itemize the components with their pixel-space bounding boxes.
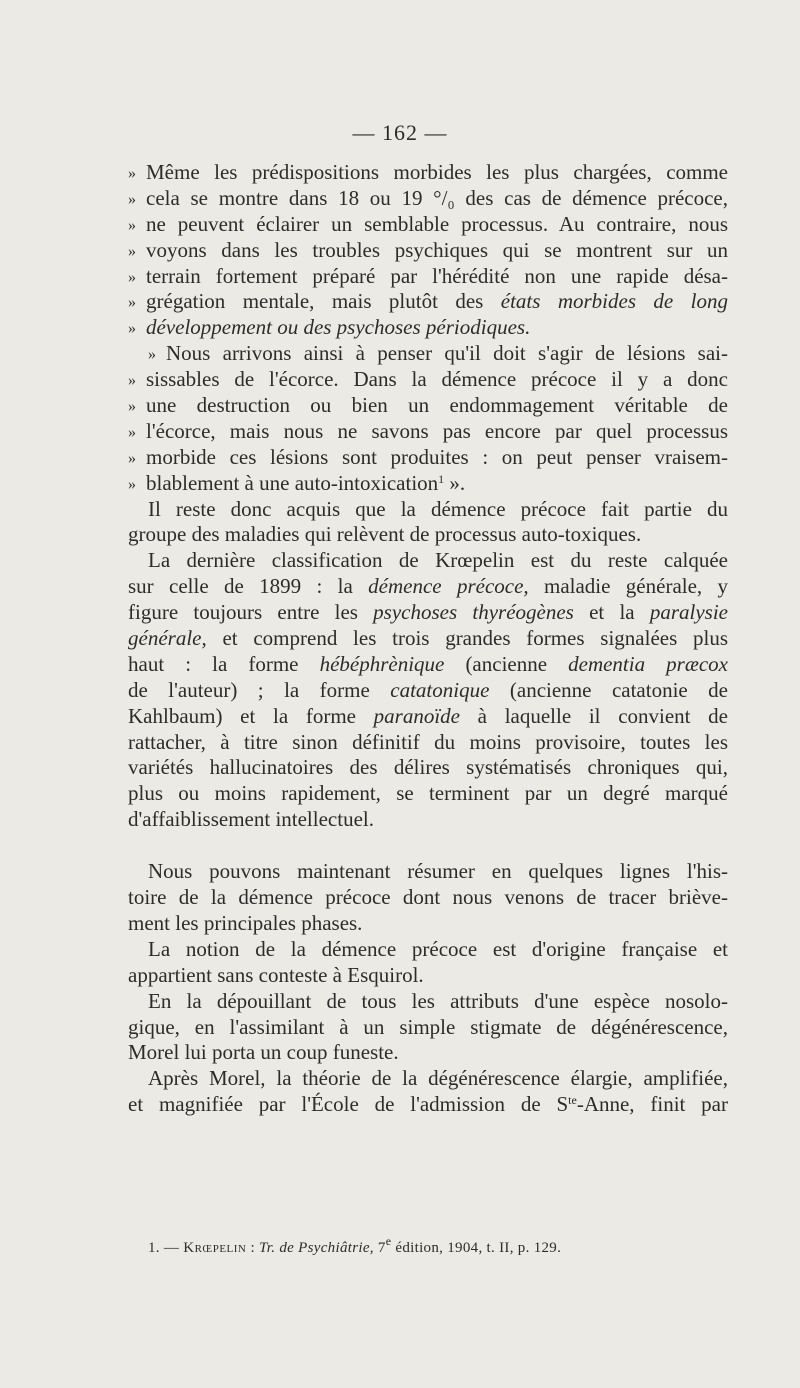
text-line: générale, et comprend les trois grandes formes signalées plus — [128, 626, 728, 651]
emphasis: psychoses thyréogènes — [373, 600, 574, 625]
quote-line: » ne peuvent éclairer un semblable processus. Au contraire, nous — [128, 212, 728, 238]
paragraph-gap — [128, 833, 728, 859]
quote-mark: » — [128, 242, 136, 260]
text-line: Morel lui porta un coup funeste. — [128, 1040, 399, 1065]
text-line: La notion de la démence précoce est d'origine française et — [148, 936, 728, 961]
text-line: haut : la forme hébéphrènique (ancienne dementia præcox — [128, 651, 728, 676]
quote-line: » morbide ces lésions sont produites : on peut penser vraisem- — [128, 445, 728, 471]
text-line: groupe des maladies qui relèvent de processus auto-toxiques. — [128, 522, 642, 547]
quote-mark: » — [128, 216, 136, 234]
text-line: de l'auteur) ; la forme catatonique (ancienne catatonie de — [128, 677, 728, 702]
quote-line: » cela se montre dans 18 ou 19 °/₀ des cas de démence précoce, — [128, 186, 728, 212]
quote-line: » Même les prédispositions morbides les plus chargées, comme — [128, 160, 728, 186]
emphasis: paralysie — [649, 600, 728, 625]
quote-line: » une destruction ou bien un endommagement véritable de — [128, 393, 728, 419]
text-line: sur celle de 1899 : la démence précoce, maladie générale, y — [128, 574, 729, 599]
quote-line: » sissables de l'écorce. Dans la démence précoce il y a donc — [128, 367, 728, 393]
emphasis: dementia præcox — [568, 651, 728, 676]
text-line: variétés hallucinatoires des délires systématisés chroniques qui, — [128, 755, 728, 780]
text-line: Nous pouvons maintenant résumer en quelques lignes l'his- — [148, 859, 728, 884]
emphasis: démence précoce, — [368, 574, 529, 599]
quote-mark: » — [128, 190, 136, 208]
text-line: appartient sans conteste à Esquirol. — [128, 962, 424, 987]
emphasis: hébéphrènique — [319, 651, 445, 676]
quote-mark: » — [128, 165, 136, 182]
page-body — [128, 160, 728, 1118]
quote-mark: » — [128, 372, 136, 390]
text-line: gique, en l'assimilant à un simple stigmate de dégénérescence, — [128, 1014, 728, 1039]
superscript: te — [568, 1093, 577, 1108]
footnote-title: Tr. de Psychiâtrie, — [258, 1240, 374, 1256]
text-line: En la dépouillant de tous les attributs d'une espèce nosolo- — [148, 988, 728, 1013]
quote-mark: » — [128, 475, 136, 493]
footnote-ref: 1 — [438, 471, 445, 486]
emphasis: générale, — [128, 626, 207, 651]
text-line: et magnifiée par l'École de l'admission de $S^{te}$-Anne, finit par — [128, 1092, 728, 1117]
text-line: toire de la démence précoce dont nous venons de tracer briève- — [128, 885, 728, 910]
quote-mark: » — [148, 346, 156, 364]
quote-line: » voyons dans les troubles psychiques qui se montrent sur un — [128, 238, 728, 264]
text-line: plus ou moins rapidement, se terminent par un degré marqué — [128, 781, 728, 806]
text-line: Kahlbaum) et la forme paranoïde à laquelle il convient de — [128, 703, 729, 728]
footnote-author: Krœpelin — [183, 1240, 247, 1256]
quote-line: » grégation mentale, mais plutôt des états morbides de long — [128, 289, 728, 315]
quote-mark: » — [128, 294, 136, 312]
quote-mark: » — [128, 449, 136, 467]
quote-line: » l'écorce, mais nous ne savons pas encore par quel processus — [128, 419, 728, 445]
text-line: Il reste donc acquis que la démence précoce fait partie du — [148, 496, 728, 521]
emphasis: paranoïde — [373, 703, 460, 728]
text-line: Après Morel, la théorie de la dégénérescence élargie, amplifiée, — [148, 1066, 728, 1091]
page-number: — 162 — — [352, 120, 448, 145]
emphasis: catatonique — [390, 677, 490, 702]
quote-mark: » — [128, 320, 136, 338]
quote-line: » Nous arrivons ainsi à penser qu'il doit s'agir de lésions sai- — [128, 341, 728, 367]
text-line: ment les principales phases. — [128, 910, 363, 935]
quote-mark: » — [128, 268, 136, 286]
text-line: d'affaiblissement intellectuel. — [128, 807, 374, 832]
footnote: 1. — Krœpelin : Tr. de Psychiâtrie, 7e édition, 1904, t. II, p. 129. — [148, 1234, 562, 1256]
quote-mark: » — [128, 423, 136, 441]
quote-line: » blablement à une auto-intoxication$^1$ ». — [128, 471, 728, 497]
quote-line — [128, 315, 728, 341]
footnote-number: 1. — — [148, 1240, 180, 1256]
quote-line: » terrain fortement préparé par l'hérédité non une rapide désa- — [128, 264, 728, 290]
text-line: La dernière classification de Krœpelin est du reste calquée — [148, 548, 728, 573]
text-line: figure toujours entre les psychoses thyréogènes et la paralysie — [128, 600, 728, 625]
quote-mark: » — [128, 398, 136, 416]
text-line: rattacher, à titre sinon définitif du moins provisoire, toutes les — [128, 729, 728, 754]
emphasis: états morbides de long — [500, 289, 728, 314]
emphasis: développement ou des psychoses périodiques. — [146, 315, 531, 340]
